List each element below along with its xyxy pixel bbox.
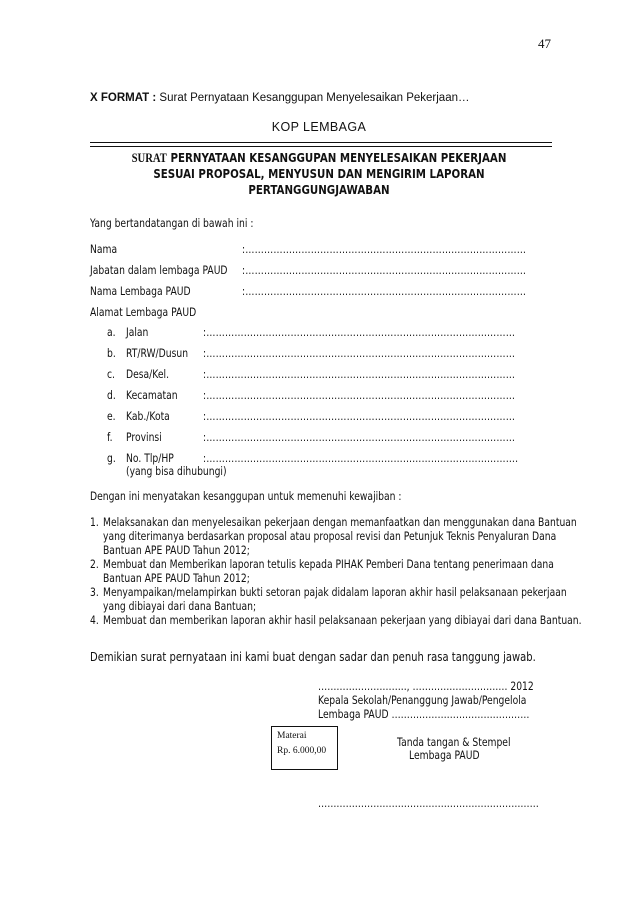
obligation-3-line-1: Menyampaikan/melampirkan bukti setoran pajak didalam laporan akhir hasil pelaksanaan pekerjaan (103, 585, 567, 599)
intro-text: Yang bertandatangan di bawah ini : (90, 216, 254, 230)
alamat-letter: d. (107, 388, 116, 402)
obligation-number: 1. (90, 515, 99, 529)
alamat-label: Alamat Lembaga PAUD (90, 305, 197, 319)
alamat-item-label-kabkota: Kab./Kota (126, 409, 170, 423)
title-surat-word: SURAT (131, 150, 167, 165)
alamat-item-value-desa: :……………………………………………………………………………………… (203, 367, 516, 381)
alamat-letter: e. (107, 409, 116, 423)
obligation-1-line-2: yang diterimanya berdasarkan proposal atau proposal revisi dan Petunjuk Teknis Penyaluran Dana (103, 529, 557, 543)
obligation-number: 2. (90, 557, 99, 571)
field-value-nama: :……………………………………………………………………………… (242, 242, 527, 256)
alamat-item-value-provinsi: :……………………………………………………………………………………… (203, 430, 516, 444)
alamat-item-label-tlp: No. Tlp/HP (126, 451, 174, 465)
alamat-item-value-kecamatan: :……………………………………………………………………………………… (203, 388, 516, 402)
alamat-item-value-rtrw: :……………………………………………………………………………………… (203, 346, 516, 360)
field-value-nama-lembaga: :……………………………………………………………………………… (242, 284, 527, 298)
alamat-item-value-tlp: :………………………………………………………………………………………. (203, 451, 519, 465)
format-text: Surat Pernyataan Kesanggupan Menyelesaikan Pekerjaan… (159, 92, 470, 104)
signature-date-line: ……………………….., …………………………. 2012 (318, 679, 534, 693)
alamat-item-label-kecamatan: Kecamatan (126, 388, 178, 402)
alamat-letter: g. (107, 451, 116, 465)
letterhead-label: KOP LEMBAGA (271, 120, 367, 134)
page-number: 47 (538, 36, 551, 51)
document-title-line-2: SESUAI PROPOSAL, MENYUSUN DAN MENGIRIM LAPORAN (153, 166, 485, 181)
materai-label: Materai (277, 731, 307, 741)
letterhead-rule-thin (90, 146, 552, 147)
alamat-item-label-jalan: Jalan (126, 325, 149, 339)
field-label-nama-lembaga: Nama Lembaga PAUD (90, 284, 191, 298)
alamat-letter: c. (107, 367, 115, 381)
alamat-item-label-rtrw: RT/RW/Dusun (126, 346, 189, 360)
obligation-4-line-1: Membuat dan memberikan laporan akhir hasil pelaksanaan pekerjaan yang dibiayai dari dana Bantuan. (103, 613, 582, 627)
materai-value: Rp. 6.000,00 (277, 746, 327, 756)
statement-intro: Dengan ini menyatakan kesanggupan untuk memenuhi kewajiban : (90, 489, 402, 503)
signature-lembaga-line: Lembaga PAUD ……………………………………… (318, 707, 530, 721)
signature-role-line: Kepala Sekolah/Penanggung Jawab/Pengelola (318, 693, 527, 707)
format-heading (90, 92, 469, 104)
title-line-1-rest: PERNYATAAN KESANGGUPAN MENYELESAIKAN PEKERJAAN (166, 150, 507, 165)
document-title-line-3: PERTANGGUNGJAWABAN (248, 182, 390, 197)
tlp-note: (yang bisa dihubungi) (126, 464, 227, 478)
signature-stamp-sublabel: Lembaga PAUD (409, 748, 480, 762)
obligation-2-line-1: Membuat dan Memberikan laporan tetulis kepada PIHAK Pemberi Dana tentang penerimaan dana (103, 557, 554, 571)
alamat-item-label-desa: Desa/Kel. (126, 367, 169, 381)
field-label-jabatan: Jabatan dalam lembaga PAUD (90, 263, 228, 277)
obligation-number: 3. (90, 585, 99, 599)
field-label-nama: Nama (90, 242, 118, 256)
obligation-1-line-3: Bantuan APE PAUD Tahun 2012; (103, 543, 250, 557)
closing-statement: Demikian surat pernyataan ini kami buat dengan sadar dan penuh rasa tanggung jawab. (90, 649, 536, 664)
obligation-number: 4. (90, 613, 99, 627)
alamat-letter: b. (107, 346, 116, 360)
alamat-item-label-provinsi: Provinsi (126, 430, 162, 444)
obligation-1-line-1: Melaksanakan dan menyelesaikan pekerjaan dengan memanfaatkan dan menggunakan dana Bantuan (103, 515, 577, 529)
field-value-jabatan: :……………………………………………………………………………… (242, 263, 527, 277)
obligation-2-line-2: Bantuan APE PAUD Tahun 2012; (103, 571, 250, 585)
alamat-item-value-kabkota: :……………………………………………………………………………………… (203, 409, 516, 423)
materai-stamp-box (271, 726, 338, 770)
signature-name-line: ……………………………………………………………… (318, 796, 539, 810)
letterhead-rule-thick (90, 142, 552, 143)
signature-stamp-label: Tanda tangan & Stempel (397, 735, 511, 749)
format-prefix: X FORMAT : (90, 92, 160, 104)
alamat-letter: f. (107, 430, 113, 444)
alamat-letter: a. (107, 325, 116, 339)
alamat-item-value-jalan: :……………………………………………………………………………………… (203, 325, 516, 339)
obligation-3-line-2: yang dibiayai dari dana Bantuan; (103, 599, 257, 613)
document-title-line-1 (57, 150, 580, 166)
